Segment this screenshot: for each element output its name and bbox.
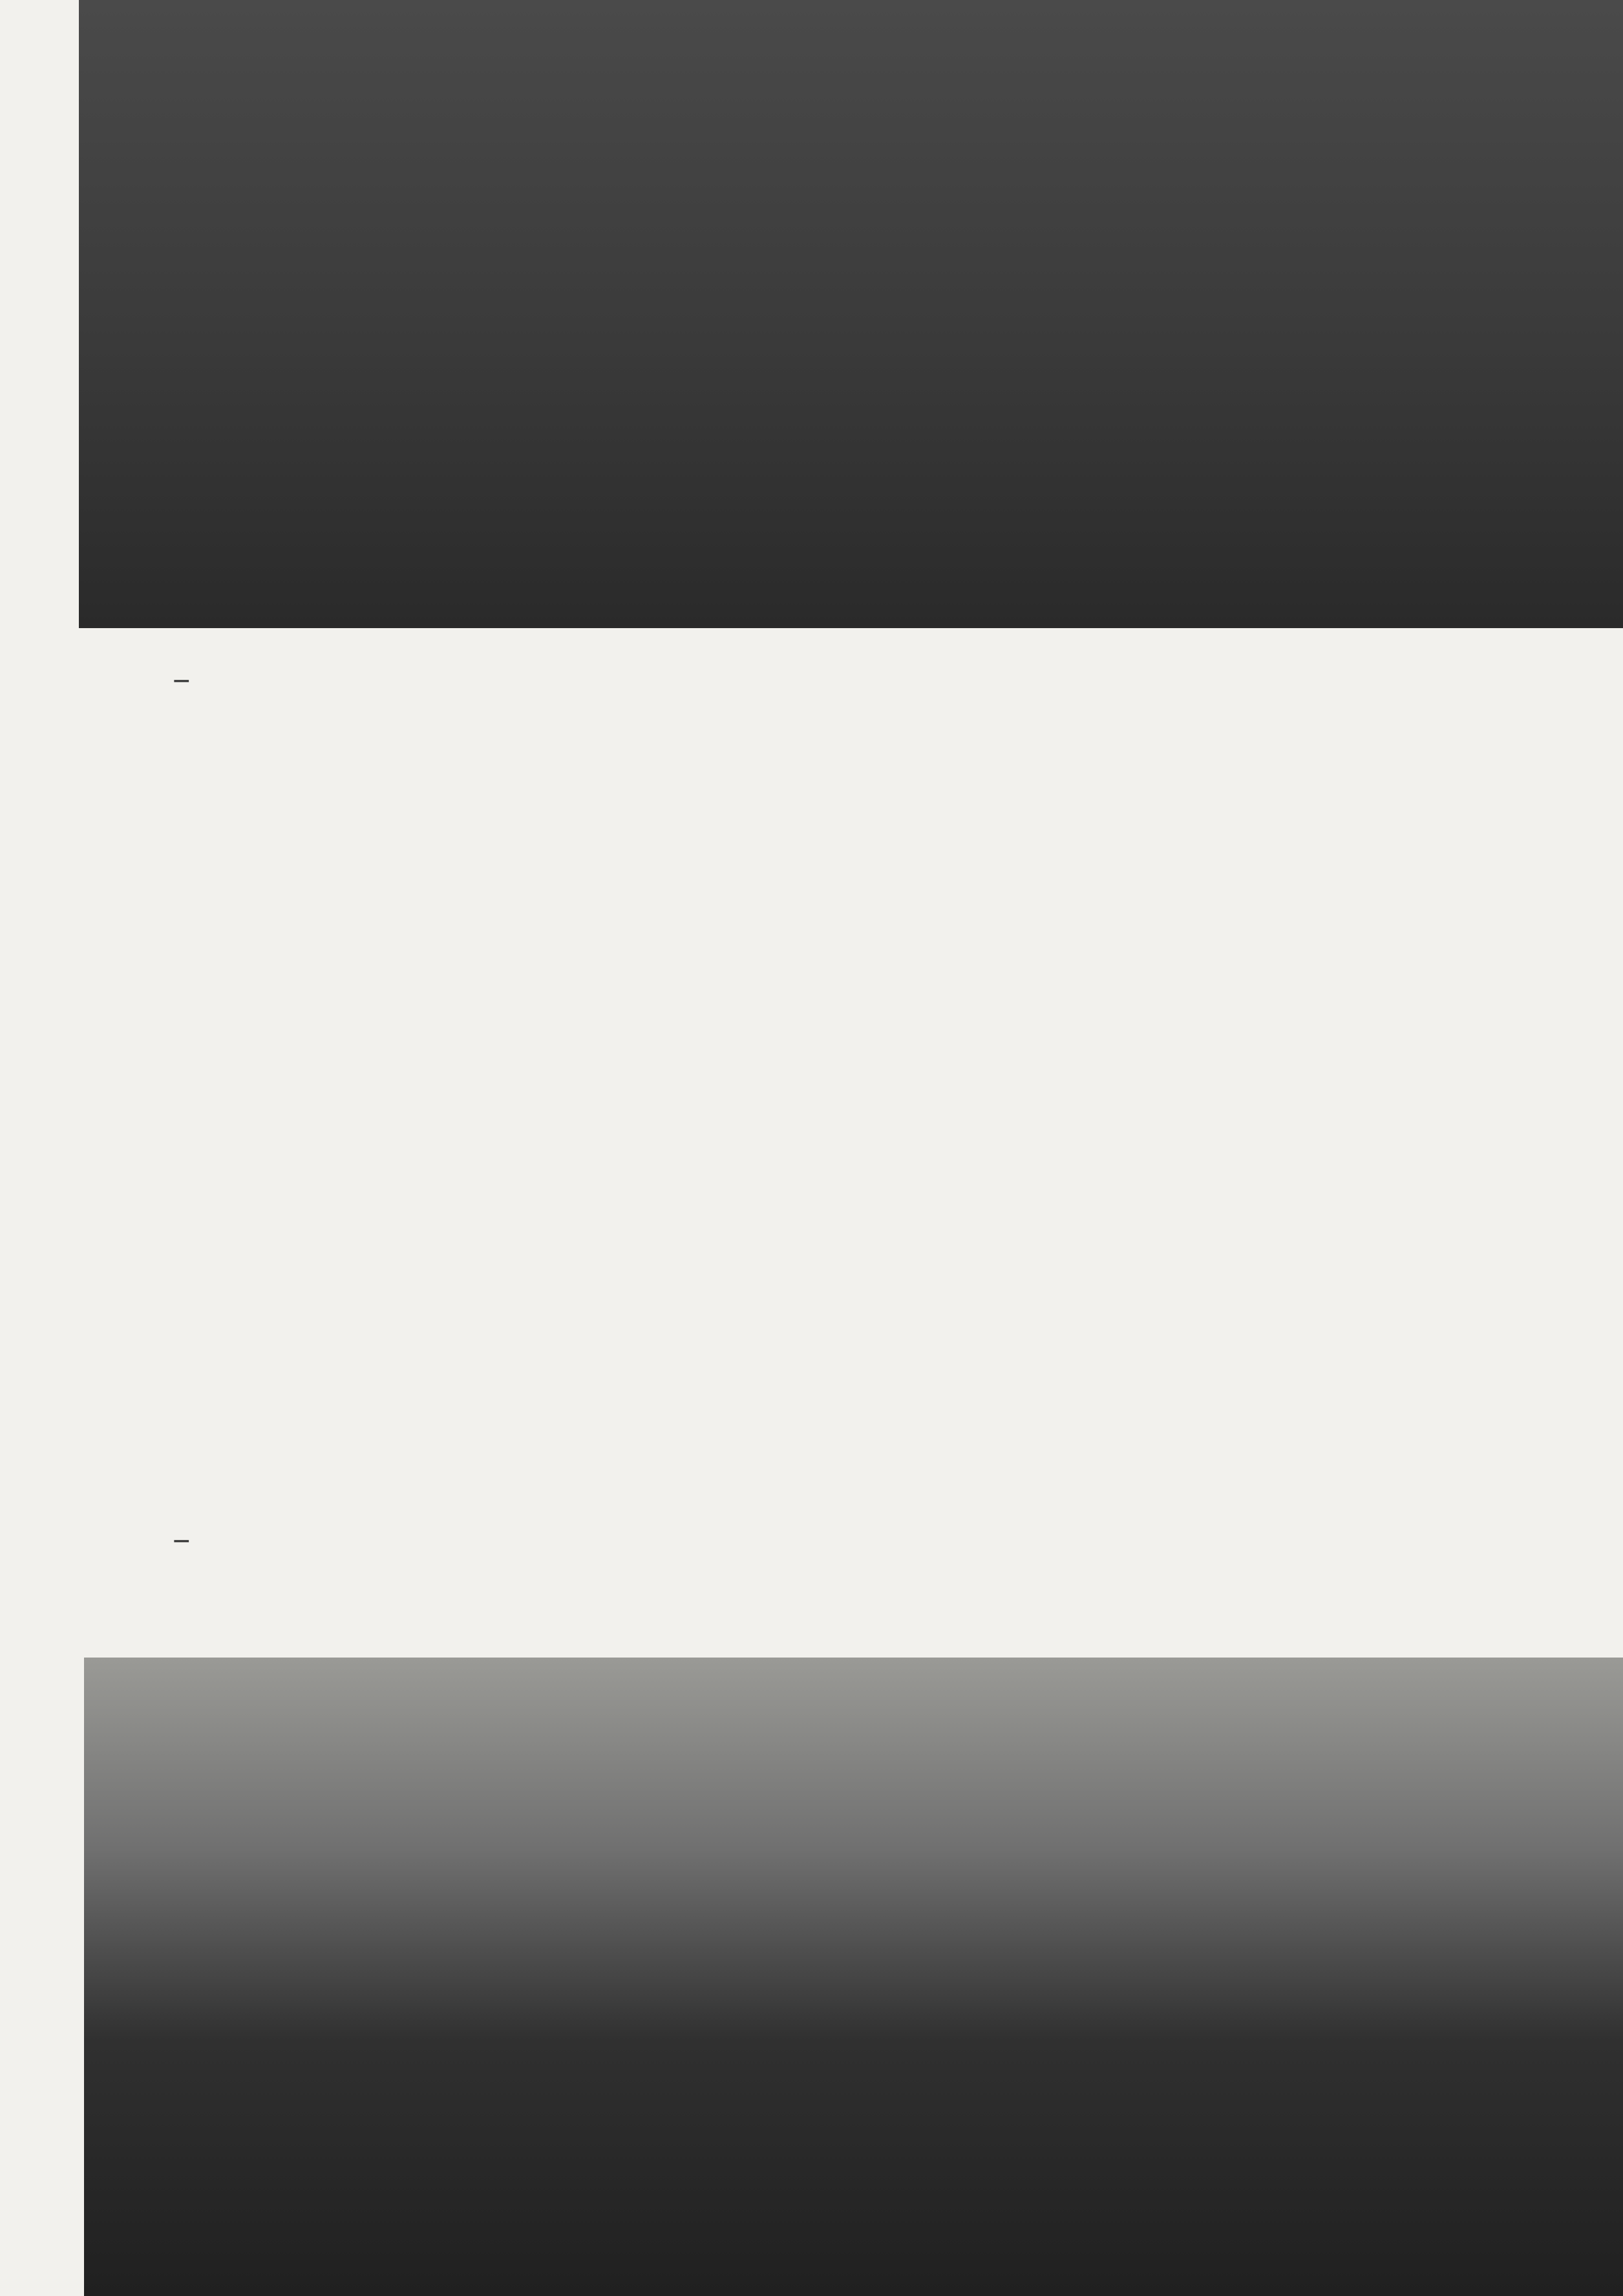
- pyre-photo-caption: —: [173, 1530, 191, 1550]
- phillips-house-group-photo: [79, 0, 1623, 628]
- phillips-photo-figures: [79, 0, 1623, 628]
- phillips-photo-caption: —: [173, 670, 191, 690]
- pyre-house-group-photo: [84, 1658, 1623, 2296]
- pyre-photo-figures: [84, 1658, 1623, 2296]
